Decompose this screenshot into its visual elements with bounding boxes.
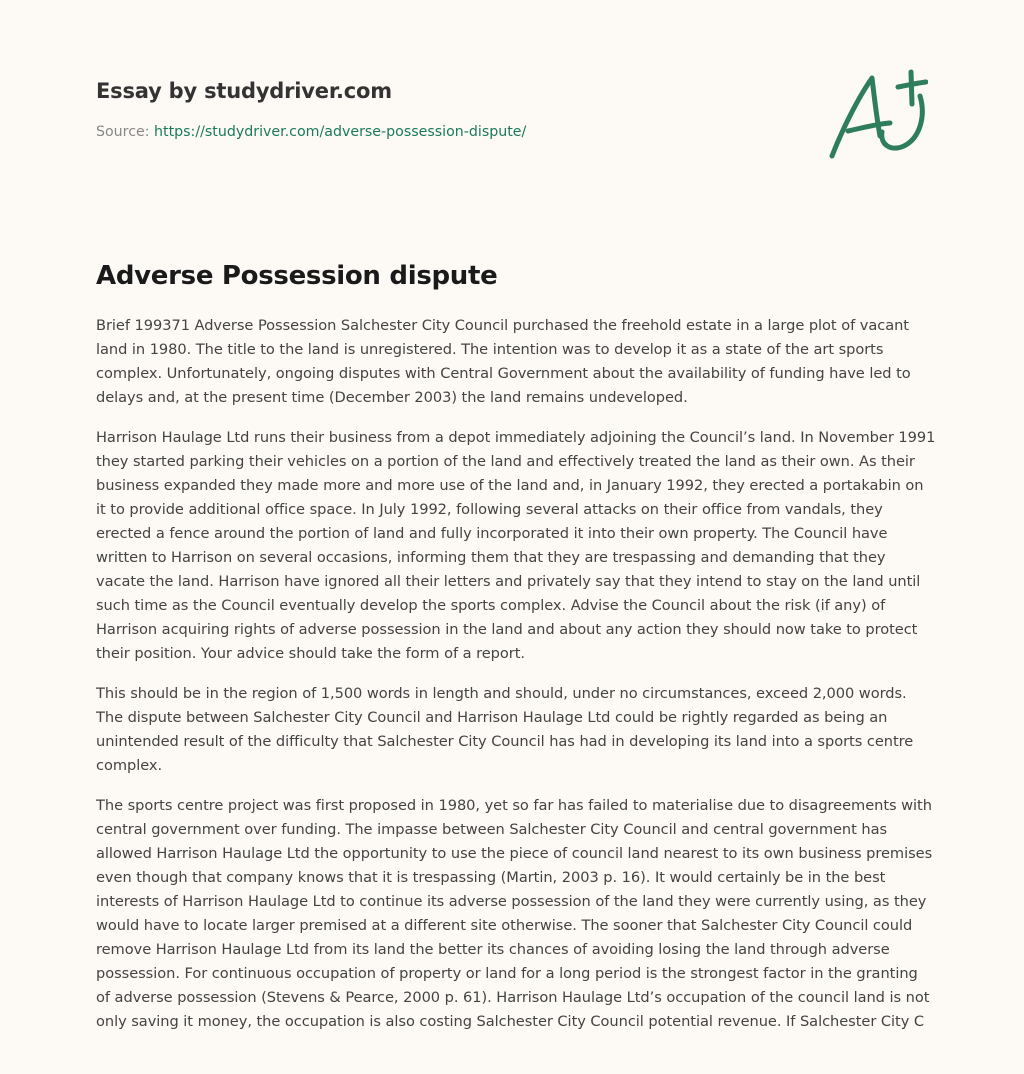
- paragraph: Brief 199371 Adverse Possession Salchester City Council purchased the freehold estate in a large plot of vacant land in 1980. The title to the land is unregistered. The intention was to develop it as a state of the art sports complex. Unfortunately, ongoing disputes with Central Government about the availability of funding have led to delays and, at the present time (December 2003) the land remains undeveloped.: [96, 317, 911, 406]
- paragraph: This should be in the region of 1,500 words in length and should, under no circumstances, exceed 2,000 words. The dispute between Salchester City Council and Harrison Haulage Ltd could be rightly regarded as being an unintended result of the difficulty that Salchester City Council has had in developing its land into a sports centre complex.: [96, 685, 914, 774]
- site-title: Essay by studydriver.com: [96, 79, 392, 103]
- source-link[interactable]: https://studydriver.com/adverse-possession-dispute/: [154, 124, 527, 140]
- paragraph: Harrison Haulage Ltd runs their business from a depot immediately adjoining the Council’s land. In November 1991 they started parking their vehicles on a portion of the land and effectively treated the land as their own. As their business expanded they made more and more use of the land and, in January 1992, they erected a portakabin on it to provide additional office space. In July 1992, following several attacks on their office from vandals, they erected a fence around the portion of land and fully incorporated it into their own property. The Council have written to Harrison on several occasions, informing them that they are trespassing and demanding that they vacate the land. Harrison have ignored all their letters and privately say that they intend to stay on the land until such time as the Council eventually develop the sports complex. Advise the Council about the risk (if any) of Harrison acquiring rights of adverse possession in the land and about any action they should now take to protect their position. Your advice should take the form of a report.: [96, 429, 936, 662]
- paragraph: The sports centre project was first proposed in 1980, yet so far has failed to materialise due to disagreements with central government over funding. The impasse between Salchester City Council and central government has allowed Harrison Haulage Ltd the opportunity to use the piece of council land nearest to its own business premises even though that company knows that it is trespassing (Martin, 2003 p. 16). It would certainly be in the best interests of Harrison Haulage Ltd to continue its adverse possession of the land they were currently using, as they would have to locate larger premised at a different site otherwise. The sooner that Salchester City Council could remove Harrison Haulage Ltd from its land the better its chances of avoiding losing the land through adverse possession. For continuous occupation of property or land for a long period is the strongest factor in the granting of adverse possession (Stevens & Pearce, 2000 p. 61). Harrison Haulage Ltd’s occupation of the council land is not only saving it money, the occupation is also costing Salchester City Council potential revenue. If Salchester City C: [96, 797, 933, 1030]
- document-title: Adverse Possession dispute: [96, 261, 498, 291]
- source-line: [96, 122, 526, 142]
- site-header: [96, 74, 928, 174]
- source-label: Source:: [96, 124, 155, 140]
- a-plus-grade-icon: [824, 68, 928, 162]
- document-body: [96, 314, 936, 1050]
